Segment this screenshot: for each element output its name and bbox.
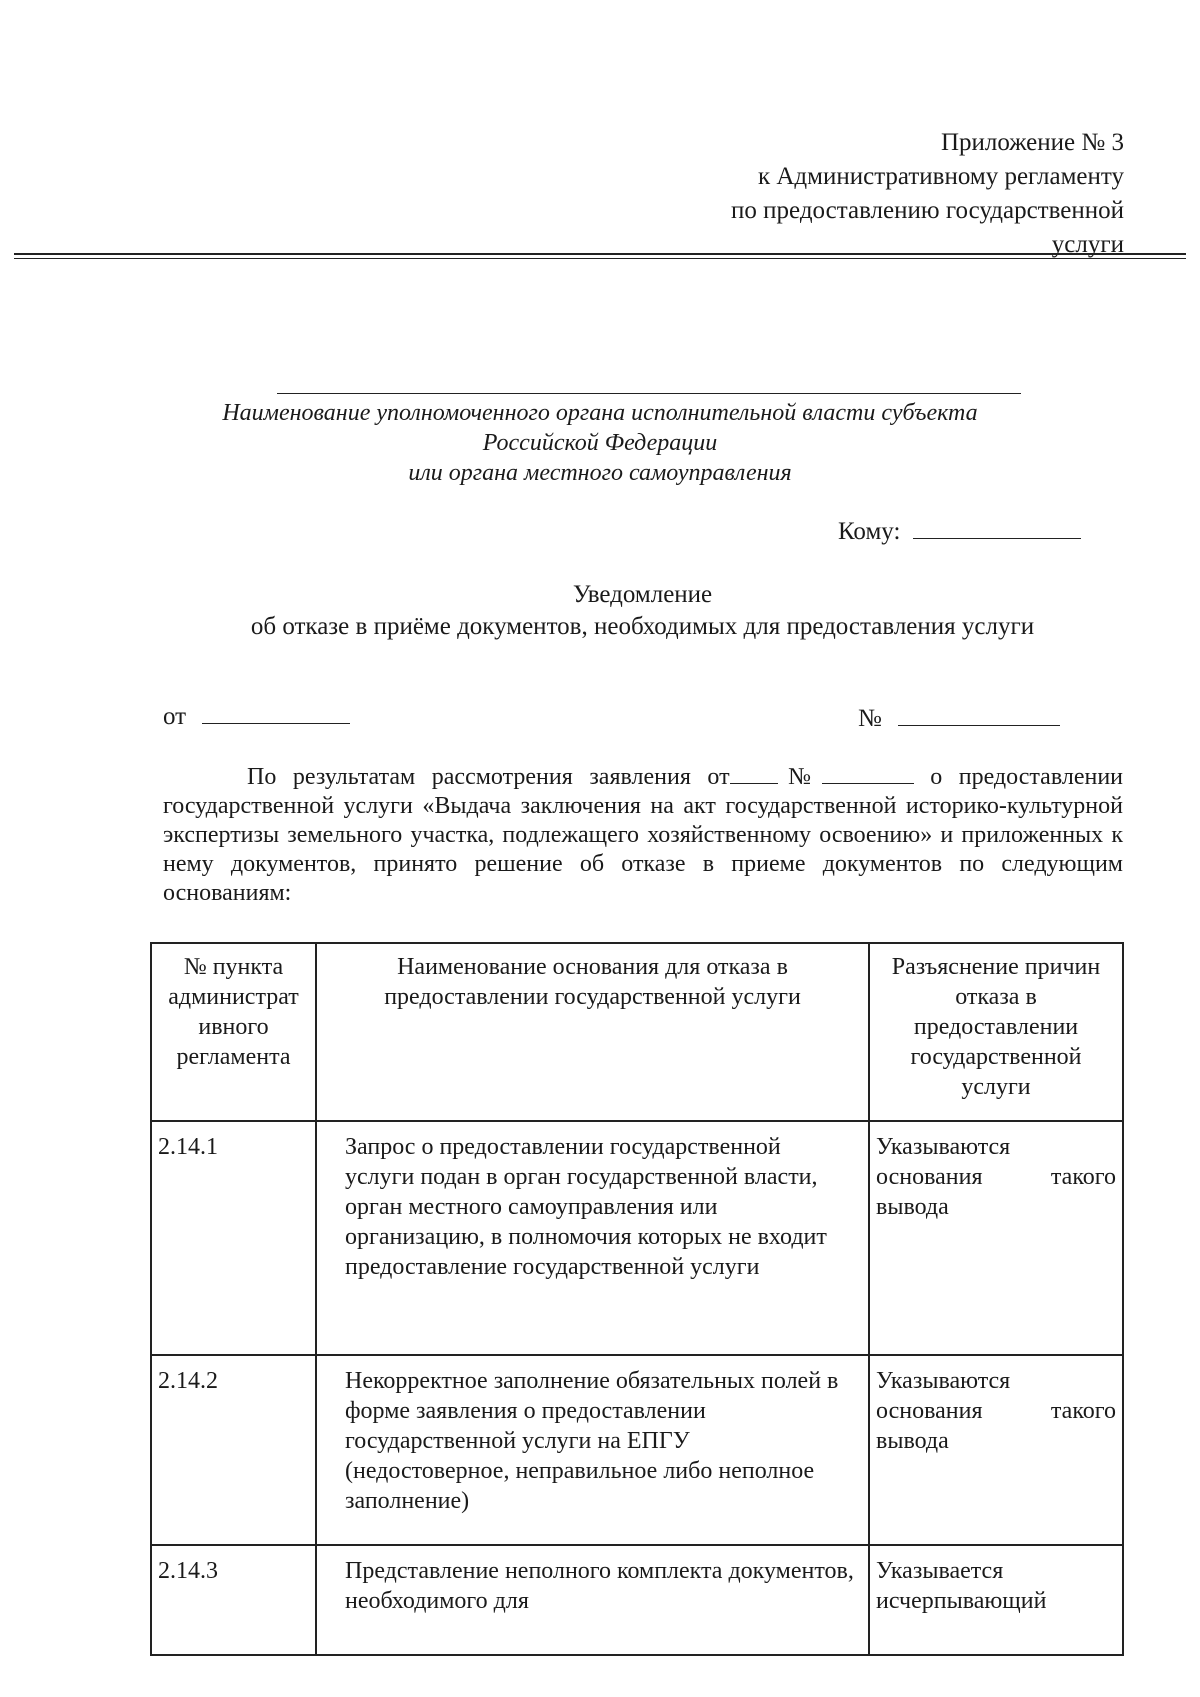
- number-label: №: [858, 705, 882, 732]
- row-reason: Представление неполного комплекта документов, необходимого для: [316, 1545, 869, 1655]
- table-row: [151, 1545, 1123, 1655]
- appendix-header: [731, 126, 1124, 262]
- org-caption-line-1: Наименование уполномоченного органа исполнительной власти субъекта: [222, 400, 978, 426]
- org-name-blank-line: [277, 393, 1021, 394]
- application-number-blank: [822, 763, 914, 784]
- body-lead: По результатам рассмотрения заявления от: [247, 764, 730, 790]
- notice-title-line-1: Уведомление: [572, 581, 713, 608]
- body-paragraph: [163, 763, 1123, 908]
- recipient-field: [838, 518, 1081, 546]
- recipient-label: Кому:: [838, 518, 901, 545]
- table-row: [151, 1121, 1123, 1355]
- row-point: 2.14.2: [151, 1355, 316, 1545]
- number-blank: [898, 705, 1060, 726]
- appendix-line-2: к Административному регламенту: [757, 163, 1124, 190]
- row-point: 2.14.3: [151, 1545, 316, 1655]
- org-caption-line-3: или органа местного самоуправления: [408, 460, 792, 486]
- number-field: [858, 705, 1060, 733]
- org-caption-line-2: Российской Федерации: [482, 430, 718, 456]
- appendix-line-4: услуги: [1051, 231, 1124, 258]
- header-explanation: Разъяснение причин отказа в предоставлении государственной услуги: [869, 943, 1123, 1121]
- body-num-sign: №: [777, 764, 822, 790]
- notice-title-line-2: об отказе в приёме документов, необходимых для предоставления услуги: [250, 613, 1035, 640]
- application-date-blank: [730, 763, 778, 784]
- date-field: [163, 703, 350, 731]
- row-reason: Запрос о предоставлении государственной услуги подан в орган государственной власти, орган местного самоуправления или организацию, в полномочия которых не входит предоставление государственной услуги: [316, 1121, 869, 1355]
- recipient-blank: [913, 518, 1081, 539]
- row-explanation: Указывается исчерпывающий: [869, 1545, 1123, 1655]
- grounds-table: [150, 942, 1124, 1656]
- appendix-line-1: Приложение № 3: [940, 129, 1124, 156]
- row-explanation: Указываются основания такого вывода: [869, 1355, 1123, 1545]
- appendix-line-3: по предоставлению государственной: [731, 197, 1124, 224]
- table-row: [151, 1355, 1123, 1545]
- header-divider-thin: [14, 258, 1186, 259]
- header-divider: [14, 253, 1186, 255]
- date-blank: [202, 703, 350, 724]
- notice-title: [150, 579, 1135, 643]
- org-caption: [150, 398, 1050, 488]
- row-explanation: Указываются основания такого вывода: [869, 1121, 1123, 1355]
- header-point-number: № пункта администрат ивного регламента: [151, 943, 316, 1121]
- header-ground-name: Наименование основания для отказа в предоставлении государственной услуги: [316, 943, 869, 1121]
- date-label: от: [163, 703, 187, 730]
- row-reason: Некорректное заполнение обязательных полей в форме заявления о предоставлении государственной услуги на ЕПГУ (недостоверное, неправильное либо неполное заполнение): [316, 1355, 869, 1545]
- row-point: 2.14.1: [151, 1121, 316, 1355]
- table-header-row: [151, 943, 1123, 1121]
- body-rest: о предоставлении государственной услуги «Выдача заключения на акт государственной историко-культурной экспертизы земельного участка, подлежащего хозяйственному освоению» и приложенных к нему документов, принято решение об отказе в приеме документов по следующим основаниям:: [163, 764, 1123, 906]
